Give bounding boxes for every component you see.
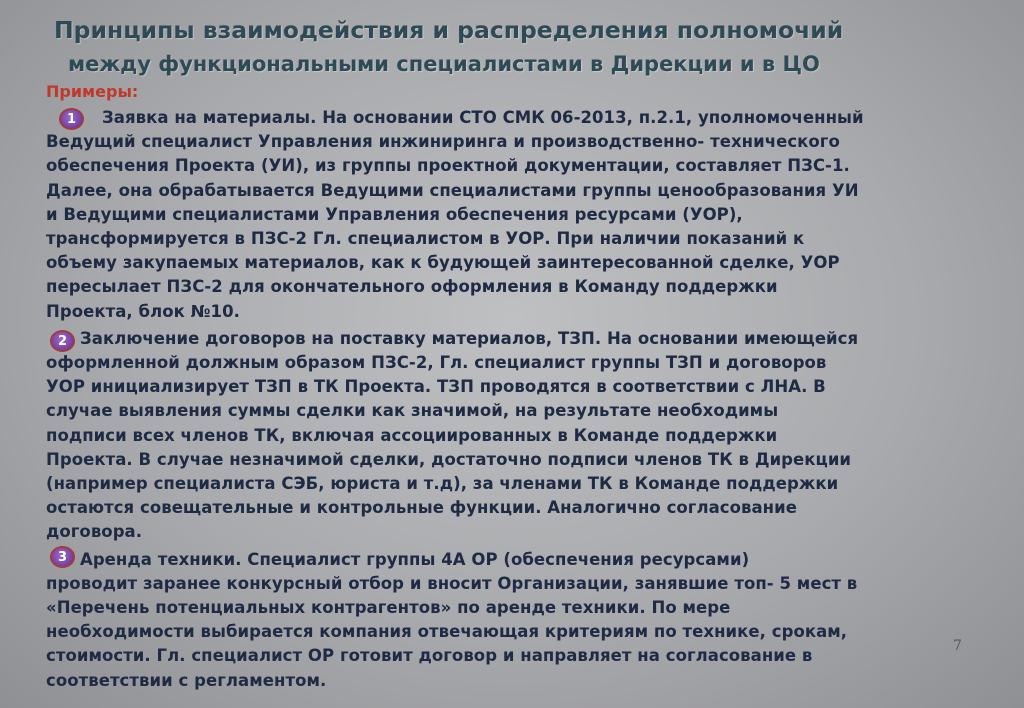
slide-title-line1: Принципы взаимодействия и распределения полномочий: [54, 16, 844, 44]
item-1-line: Заявка на материалы. На основании СТО СМК 06-2013, п.2.1, уполномоченный: [102, 108, 864, 127]
examples-label: Примеры:: [46, 82, 139, 101]
item-3-line: соответствии с регламентом.: [46, 670, 327, 690]
item-2-line: Проекта. В случае незначимой сделки, достаточно подписи членов ТК в Дирекции: [46, 449, 852, 469]
item-2-line: оформленной должным образом ПЗС-2, Гл. специалист группы ТЗП и договоров: [46, 353, 827, 373]
item-2-line: договора.: [46, 522, 143, 542]
example-item-3: [46, 548, 1006, 693]
item-2-line: УОР инициализирует ТЗП в ТК Проекта. ТЗП проводятся в соответствии с ЛНА. В: [46, 377, 826, 397]
item-2-line: подписи всех членов ТК, включая ассоциированных в Команде поддержки: [46, 425, 778, 445]
item-1-line: трансформируется в ПЗС-2 Гл. специалистом в УОР. При наличии показаний к: [46, 229, 805, 249]
example-item-2: [46, 327, 1006, 545]
item-2-line: Заключение договоров на поставку материалов, ТЗП. На основании имеющейся: [80, 328, 859, 348]
example-item-1: [46, 106, 1006, 324]
item-3-line: Аренда техники. Специалист группы 4А ОР (обеспечения ресурсами): [80, 549, 750, 569]
item-2-line: остаются совещательные и контрольные функции. Аналогично согласование: [46, 498, 797, 518]
item-3-line: «Перечень потенциальных контрагентов» по аренде техники. По мере: [46, 598, 731, 618]
item-1-line: объему закупаемых материалов, как к будующей заинтересованной сделке, УОР: [46, 253, 840, 273]
page-number: 7: [953, 638, 962, 654]
item-1-line: Ведущий специалист Управления инжиниринга и производственно- технического: [46, 132, 840, 152]
number-badge-2: 2: [50, 330, 75, 352]
slide-title-line2: между функциональными специалистами в Дирекции и в ЦО: [68, 52, 820, 76]
item-1-line: пересылает ПЗС-2 для окончательного оформления в Команду поддержки: [46, 277, 778, 297]
item-1-line: Проекта, блок №10.: [46, 301, 240, 321]
number-badge-3: 3: [50, 546, 75, 568]
item-1-line: и Ведущими специалистами Управления обеспечения ресурсами (УОР),: [46, 204, 743, 224]
item-2-line: случае выявления суммы сделки как значимой, на результате необходимы: [46, 401, 779, 421]
item-3-line: проводит заранее конкурсный отбор и вносит Организации, занявшие топ- 5 мест в: [46, 573, 858, 593]
item-2-line: (например специалиста СЭБ, юриста и т.д), за членами ТК в Команде поддержки: [46, 474, 839, 494]
number-badge-1: 1: [59, 108, 84, 130]
item-1-line: обеспечения Проекта (УИ), из группы проектной документации, составляет ПЗС-1.: [46, 156, 850, 176]
item-1-line: Далее, она обрабатывается Ведущими специалистами группы ценообразования УИ: [46, 180, 859, 200]
item-3-line: стоимости. Гл. специалист ОР готовит договор и направляет на согласование в: [46, 646, 813, 666]
item-3-line: необходимости выбирается компания отвечающая критериям по технике, срокам,: [46, 622, 848, 642]
examples-body: [46, 106, 1006, 696]
